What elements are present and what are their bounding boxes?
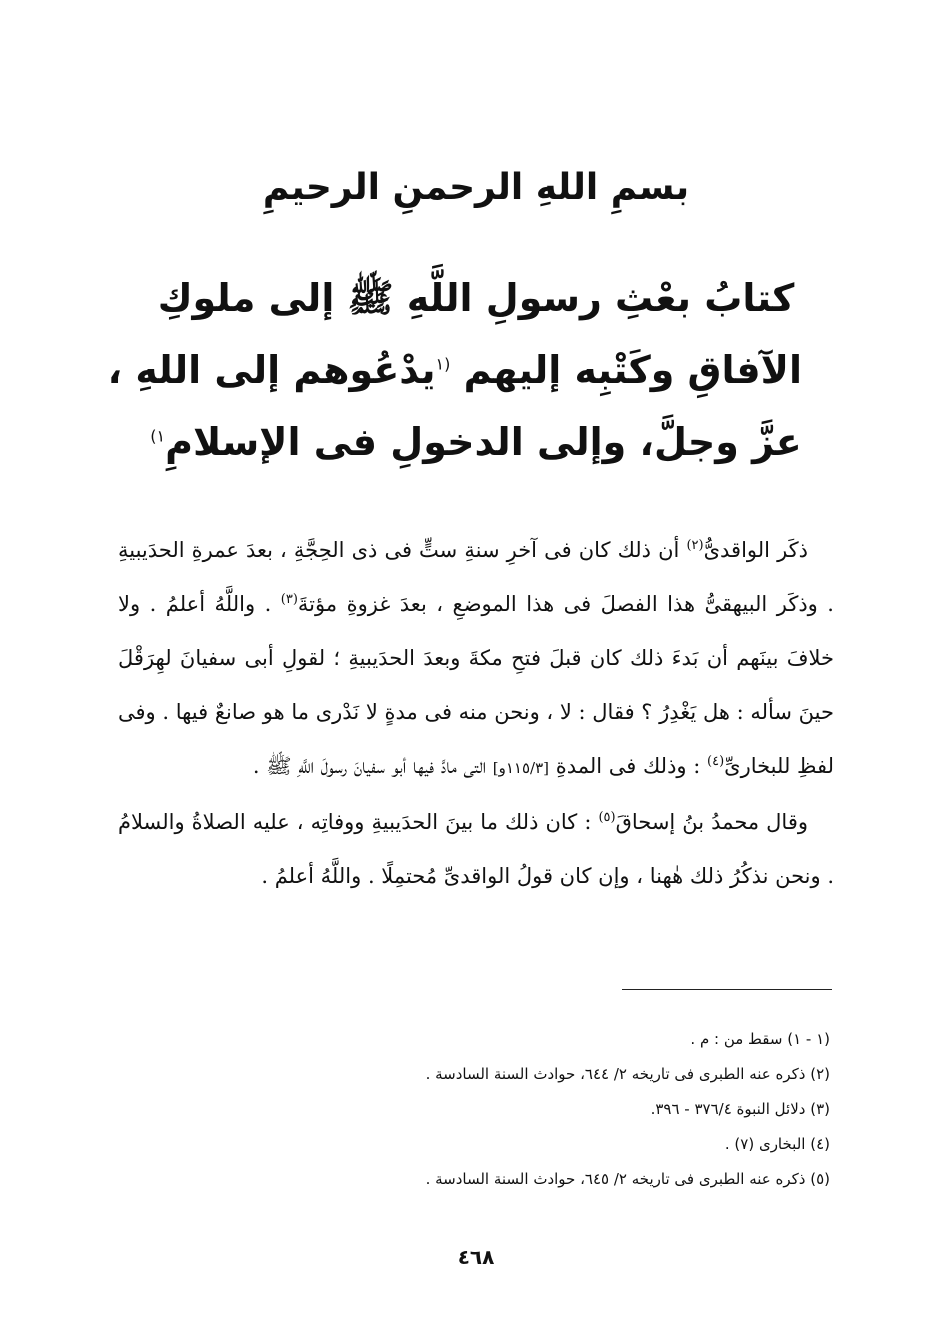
footnote-ref-2: (٢) — [686, 538, 704, 553]
paragraph-2 — [118, 795, 834, 903]
footnote-2: (٢) ذكره عنه الطبرى فى تاريخه ٢/ ٦٤٤، حوادث السنة السادسة . — [425, 1065, 830, 1083]
footnote-1: (١ - ١) سقط من : م . — [690, 1030, 830, 1048]
footnote-ref-3: (٣) — [280, 592, 298, 607]
chapter-title — [107, 262, 802, 478]
paragraph-1-text-b: أن ذلك كان فى آخرِ سنةِ ستٍّ فى ذى الحِجَّةِ ، بعدَ عمرةِ الحدَيبيةِ . وذكَر البيهقىُّ هذا الفصلَ فى هذا الموضعِ ، بعدَ غزوةِ مؤتةَ — [118, 538, 834, 616]
paragraph-1 — [118, 523, 834, 795]
paragraph-1-text-a: ذكَر الواقدىُّ — [703, 538, 808, 562]
chapter-title-line-2-text-cont: يدْعُوهم إلى اللهِ ، — [107, 348, 436, 392]
paragraph-1-text-c: . واللَّهُ أعلمُ . ولا خلافَ بينَهم أن بَدءَ ذلك كان قبلَ فتحِ مكةَ وبعدَ الحدَيبيةِ ؛ لقولِ أبى سفيانَ لهِرَقْلَ حينَ سأله : هل يَغْدِرُ ؟ فقال : لا ، ونحن منه فى مدةٍ لا نَدْرى ما هو صانعٌ فيها . وفى لفظِ للبخارىِّ — [118, 592, 834, 778]
footnote-ref-4: (٤) — [707, 754, 725, 769]
manuscript-folio-ref: [١١٥/٣و] — [492, 759, 550, 777]
chapter-title-line-3-text: عزَّ وجلَّ، وإلى الدخولِ فى الإسلامِ — [165, 420, 802, 464]
paragraph-2-text-a: وقال محمدُ بنُ إسحاقَ — [615, 810, 808, 834]
chapter-title-line-2-text: الآفاقِ وكَتْبِه إليهم — [450, 348, 802, 392]
paragraph-1-text-e: التى مادَّ فيها أبو سفيانَ رسولَ اللَّهِ ﷺ . — [252, 754, 493, 778]
chapter-title-line-1: كتابُ بعْثِ رسولِ اللَّهِ ﷺ إلى ملوكِ — [157, 276, 795, 320]
footnote-marker-1-open: (١ — [435, 354, 451, 374]
footnote-separator — [622, 989, 832, 990]
footnote-5: (٥) ذكره عنه الطبرى فى تاريخه ٢/ ٦٤٥، حوادث السنة السادسة . — [425, 1170, 830, 1188]
basmala-heading: بسمِ اللهِ الرحمنِ الرحيمِ — [262, 167, 690, 208]
footnotes-list — [120, 1022, 830, 1197]
footnote-3: (٣) دلائل النبوة ٣٧٦/٤ - ٣٩٦. — [650, 1100, 830, 1118]
paragraph-2-text-b: : كان ذلك ما بينَ الحدَيبيةِ ووفاتِه ، عليه الصلاةُ والسلامُ . ونحن نذكُرُ ذلك هٰهنا ، وإن كان قولُ الواقدىِّ مُحتمِلًا . واللَّهُ أعلمُ . — [118, 810, 834, 888]
footnote-marker-1-close: ١) — [150, 426, 166, 446]
main-text — [118, 523, 834, 903]
chapter-title-line-3 — [150, 406, 802, 478]
footnote-4: (٤) البخارى (٧) . — [724, 1135, 830, 1153]
page-number: ٤٦٨ — [457, 1245, 495, 1269]
paragraph-1-text-d: : وذلك فى المدةِ — [549, 754, 707, 778]
chapter-title-line-2 — [107, 334, 802, 406]
footnote-ref-5: (٥) — [598, 810, 616, 825]
